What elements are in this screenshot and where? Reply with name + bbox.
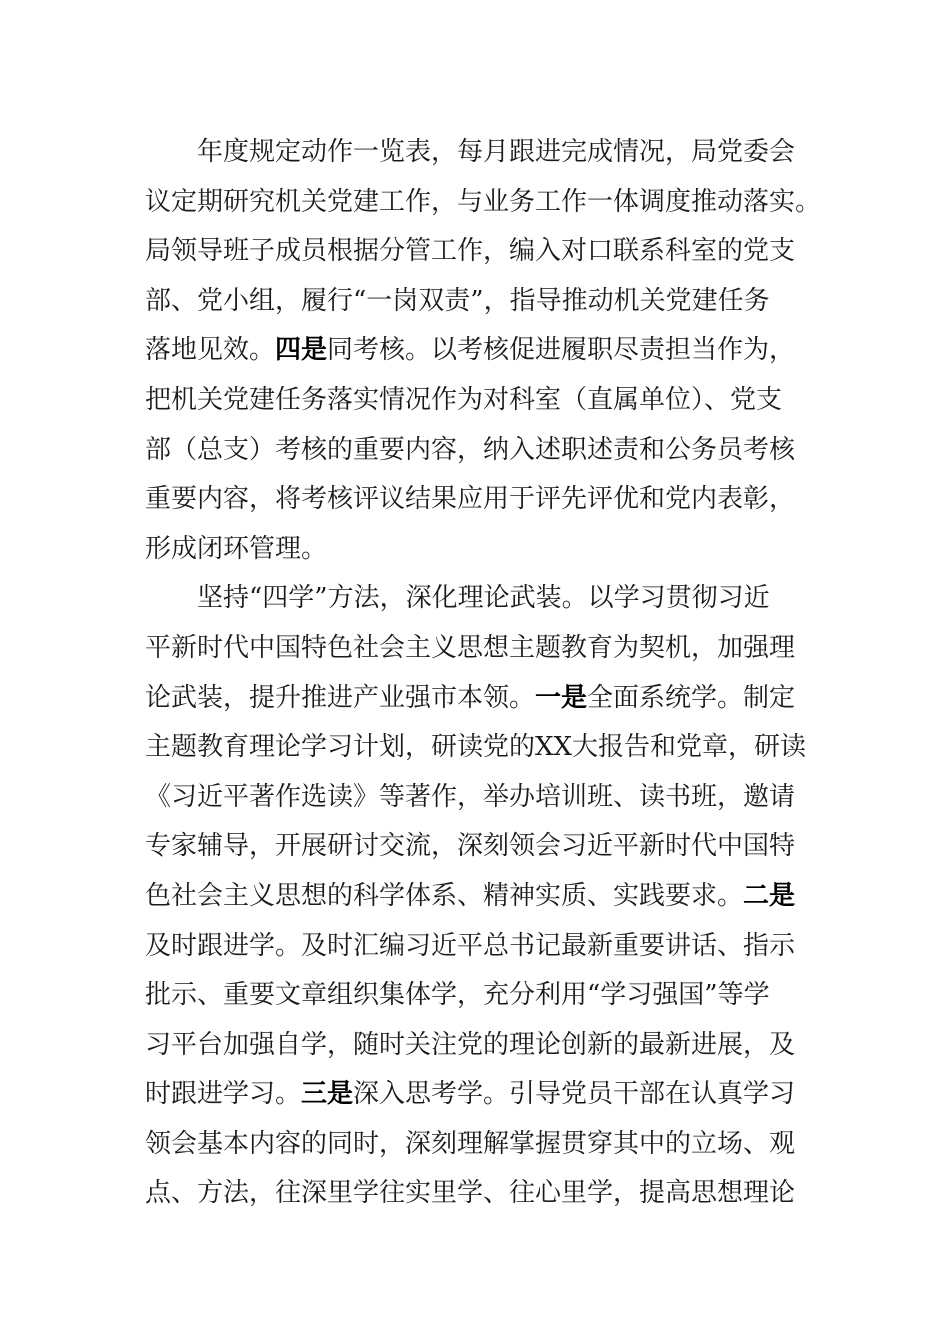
text-line: [145, 277, 815, 327]
text-line: [145, 723, 815, 773]
text-span: 批示、重要文章组织集体学，充分利用“学习强国”等学: [145, 980, 770, 1011]
text-span: 及时跟进学。及时汇编习近平总书记最新重要讲话、指示: [145, 930, 796, 961]
text-line: [145, 872, 815, 922]
text-span: 把机关党建任务落实情况作为对科室（直属单位）、党支: [145, 384, 783, 415]
bold-keyword: 二是: [743, 880, 796, 911]
text-span: 色社会主义思想的科学体系、精神实质、实践要求。: [145, 880, 744, 911]
text-line: [145, 922, 815, 972]
text-line: [145, 1021, 815, 1071]
text-span: 专家辅导，开展研讨交流，深刻领会习近平新时代中国特: [145, 831, 796, 862]
text-span: 重要内容，将考核评议结果应用于评先评优和党内表彰，: [145, 484, 796, 515]
text-span: 《习近平著作选读》等著作，举办培训班、读书班，邀请: [145, 781, 796, 812]
document-body: [145, 128, 822, 1219]
text-line: [145, 326, 815, 376]
text-span: 局领导班子成员根据分管工作，编入对口联系科室的党支: [145, 236, 796, 267]
paragraph-2: [145, 574, 815, 1219]
text-span: 主题教育理论学习计划，研读党的XX大报告和党章，研读: [145, 732, 807, 763]
text-span: 部（总支）考核的重要内容，纳入述职述责和公务员考核: [145, 434, 796, 465]
text-span: 平新时代中国特色社会主义思想主题教育为契机，加强理: [145, 632, 796, 663]
text-line: [145, 376, 815, 426]
text-span: 领会基本内容的同时，深刻理解掌握贯穿其中的立场、观: [145, 1128, 796, 1159]
paragraph-1: [145, 128, 822, 574]
text-span: 全面系统学。制定: [587, 682, 796, 713]
text-line: [145, 574, 815, 624]
text-line: [145, 822, 815, 872]
text-line: [145, 525, 815, 575]
text-span: 习平台加强自学，随时关注党的理论创新的最新进展，及: [145, 1029, 796, 1060]
text-line: [145, 426, 815, 476]
text-span: 点、方法，往深里学往实里学、往心里学，提高思想理论: [145, 1178, 796, 1209]
text-line: [145, 1169, 815, 1219]
text-line: [145, 128, 815, 178]
text-span: 议定期研究机关党建工作，与业务工作一体调度推动落实。: [145, 186, 822, 217]
text-line: [145, 1120, 815, 1170]
text-span: 坚持“四学”方法，深化理论武装。以学习贯彻习近: [197, 583, 770, 614]
text-span: 同考核。以考核促进履职尽责担当作为，: [327, 335, 796, 366]
text-span: 时跟进学习。: [145, 1079, 302, 1110]
text-span: 形成闭环管理。: [145, 533, 328, 564]
text-line: [145, 178, 822, 228]
bold-keyword: 四是: [275, 335, 328, 366]
bold-keyword: 三是: [301, 1079, 354, 1110]
text-line: [145, 227, 815, 277]
text-span: 部、党小组，履行“一岗双责”，指导推动机关党建任务: [145, 285, 770, 316]
text-line: [145, 475, 815, 525]
text-span: 深入思考学。引导党员干部在认真学习: [353, 1079, 796, 1110]
text-line: [145, 674, 815, 724]
text-line: [145, 773, 815, 823]
text-line: [145, 624, 815, 674]
text-span: 落地见效。: [145, 335, 276, 366]
text-span: 年度规定动作一览表，每月跟进完成情况，局党委会: [197, 137, 796, 167]
bold-keyword: 一是: [535, 682, 588, 713]
text-line: [145, 971, 815, 1021]
text-span: 论武装，提升推进产业强市本领。: [145, 682, 536, 713]
text-line: [145, 1070, 815, 1120]
